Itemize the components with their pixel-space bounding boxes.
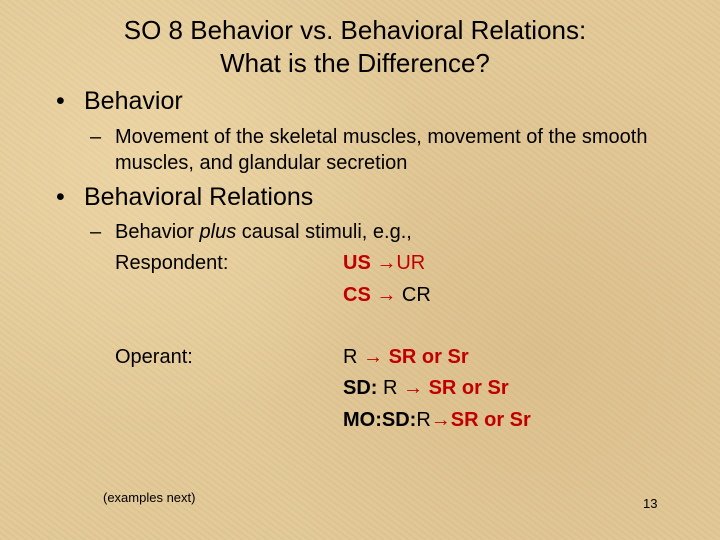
intro-pre: Behavior (115, 221, 200, 243)
intro-post: causal stimuli, e.g., (236, 221, 412, 243)
slide-title (60, 14, 650, 80)
cr-label: CR (401, 284, 431, 306)
behavior-definition (90, 124, 680, 176)
respondent-label: Respondent: (115, 252, 229, 274)
arrow-icon: → (403, 377, 424, 399)
sr-label: SR or Sr (388, 346, 469, 368)
sd-prefix: SD: (343, 377, 378, 399)
bullet-behavioral-relations (56, 183, 313, 212)
operant-line-1 (343, 346, 469, 369)
relations-heading: Behavioral Relations (84, 183, 314, 211)
r-label: R (416, 409, 431, 431)
footnote: (examples next) (103, 490, 196, 505)
relations-intro (90, 219, 650, 245)
intro-em: plus (199, 221, 237, 243)
title-line-1: SO 8 Behavior vs. Behavioral Relations: (123, 15, 587, 45)
arrow-icon: → (430, 409, 451, 431)
us-label: US (343, 252, 371, 274)
behavior-heading: Behavior (84, 87, 183, 115)
respondent-line-1 (343, 252, 425, 275)
dash-glyph: – (90, 126, 102, 148)
bullet-glyph: • (56, 183, 65, 211)
arrow-icon: → (363, 346, 384, 368)
ur-label: UR (396, 252, 426, 274)
operant-line-2 (343, 377, 509, 400)
sr-label: SR or Sr (450, 409, 531, 431)
title-line-2: What is the Difference? (220, 48, 490, 78)
mo-sd-prefix: MO:SD: (343, 409, 417, 431)
operant-label: Operant: (115, 346, 193, 368)
sr-label: SR or Sr (428, 377, 509, 399)
bullet-behavior (56, 87, 183, 116)
bullet-glyph: • (56, 87, 65, 115)
r-label: R (343, 346, 358, 368)
respondent-line-2 (343, 284, 431, 307)
behavior-definition-text: Movement of the skeletal muscles, movement of the smooth muscles, and glandular secretion (115, 126, 648, 174)
arrow-icon: → (376, 252, 397, 274)
operant-line-3 (343, 409, 531, 432)
arrow-icon: → (376, 284, 397, 306)
dash-glyph: – (90, 221, 102, 243)
r-label: R (383, 377, 398, 399)
relations-intro-text (115, 219, 650, 245)
cs-label: CS (343, 284, 371, 306)
page-number: 13 (643, 496, 658, 511)
